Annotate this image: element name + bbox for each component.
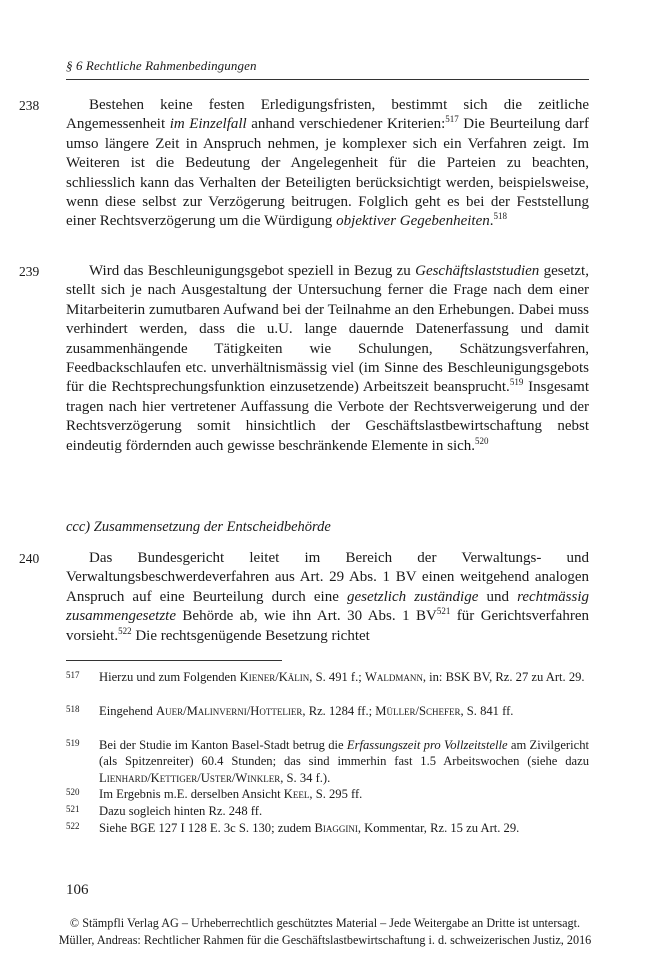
footnote-ref-520[interactable]: 520 bbox=[475, 435, 489, 446]
footnote-divider bbox=[66, 660, 282, 661]
citation-line: Müller, Andreas: Rechtlicher Rahmen für die Geschäftslastbewirtschaftung i. d. schweizerischen Justiz, 2016 bbox=[58, 933, 592, 947]
header-divider bbox=[66, 79, 589, 80]
footnote-522: 522 Siehe BGE 127 I 128 E. 3c S. 130; zudem Biaggini, Kommentar, Rz. 15 zu Art. 29. bbox=[66, 821, 520, 835]
footnote-ref-522[interactable]: 522 bbox=[118, 625, 132, 636]
page-number: 106 bbox=[66, 882, 89, 898]
footnote-520: 520 Im Ergebnis m.E. derselben Ansicht Keel, S. 295 ff. bbox=[66, 787, 363, 801]
margin-number-238: 238 bbox=[19, 98, 40, 113]
footnote-517: 517 Hierzu und zum Folgenden Kiener/Kälin, S. 491 f.; Waldmann, in: BSK BV, Rz. 27 zu Art. 29. bbox=[66, 670, 585, 684]
running-header: § 6 Rechtliche Rahmenbedingungen bbox=[66, 58, 257, 73]
margin-number-240: 240 bbox=[19, 551, 40, 566]
paragraph-240: Das Bundesgericht leitet im Bereich der Verwaltungs- und Verwaltungsbeschwerdeverfahren aus Art. 29 Abs. 1 BV einen weitgehend analogen Anspruch auf eine Beurteilung durch eine gesetzlich zuständige und rechtmässig zusammengesetzte Behörde ab, wie ihn Art. 30 Abs. 1 BV$^{521}$ für Gerichtsverfahren vorsieht.$^{522}$ Die rechtsgenügende Besetzung richtet bbox=[66, 550, 590, 644]
footnote-ref-521[interactable]: 521 bbox=[436, 606, 451, 617]
paragraph-238: Bestehen keine festen Erledigungsfristen, bestimmt sich die zeitliche Angemessenheit im Einzelfall anhand verschiedener Kriterien:$^{517}$ Die Beurteilung darf umso längere Zeit in Anspruch nehmen, je komplexer sich ein Verfahren zeigt. Im Weiteren ist die Bedeutung der Angelegenheit für die Parteien zu beachten, schliesslich kann das Verhalten der Beteiligten berücksichtigt werden, beispielsweise, wenn diese selbst zur Verzögerung beitrugen. Folglich geht es bei der Feststellung einer Rechtsverzögerung um die Würdigung objektiver Gegebenheiten.$^{518}$ bbox=[66, 97, 590, 230]
footnote-ref-519[interactable]: 519 bbox=[509, 377, 524, 388]
footnote-519: 519 Bei der Studie im Kanton Basel-Stadt betrug die Erfassungszeit pro Vollzeitstelle am Zivilgericht (als Spitzenreiter) 60.4 Stunden; das sind immerhin fast 1.5 Arbeitswochen (siehe dazu Lienhard/Kettiger/Uster/Winkler, S. 34 f.). bbox=[66, 738, 590, 785]
footnote-521: 521 Dazu sogleich hinten Rz. 248 ff. bbox=[66, 804, 263, 818]
footnote-ref-517[interactable]: 517 bbox=[445, 114, 459, 125]
footnote-ref-518[interactable]: 518 bbox=[493, 211, 507, 222]
margin-number-239: 239 bbox=[19, 264, 40, 279]
section-subheading: ccc) Zusammensetzung der Entscheidbehörde bbox=[66, 519, 331, 535]
footnote-518: 518 Eingehend Auer/Malinverni/Hottelier, Rz. 1284 ff.; Müller/Schefer, S. 841 ff. bbox=[66, 704, 514, 718]
paragraph-239: Wird das Beschleunigungsgebot speziell in Bezug zu Geschäftslaststudien gesetzt, stellt sich je nach Ausgestaltung der Untersuchung ferner die Frage nach dem einer Mitarbeiterin zumutbaren Aufwand bei der Teilnahme an den Erhebungen. Dabei muss verhindert werden, dass die u.U. lange dauernde Datenerfassung und damit zusammenhängende Tätigkeiten wie Schulungen, Schätzungsverfahren, Feedbackschlaufen etc. unverhältnismässig viel (im Sinne des Beschleunigungsgebots für die Rechtsprechungsfunktion einzusetzende) Arbeitszeit beansprucht.$^{519}$ Insgesamt tragen nach hier vertretener Auffassung die Verbote der Rechtsverweigerung und der Rechtsverzögerung somit hinsichtlich der Geschäftslastbewirtschaftung nebst eindeutig fördernden auch gewisse beschränkende Elemente in sich.$^{520}$ bbox=[66, 263, 590, 454]
copyright-line: © Stämpfli Verlag AG – Urheberrechtlich geschütztes Material – Jede Weitergabe an Dritte ist untersagt. bbox=[69, 916, 581, 930]
